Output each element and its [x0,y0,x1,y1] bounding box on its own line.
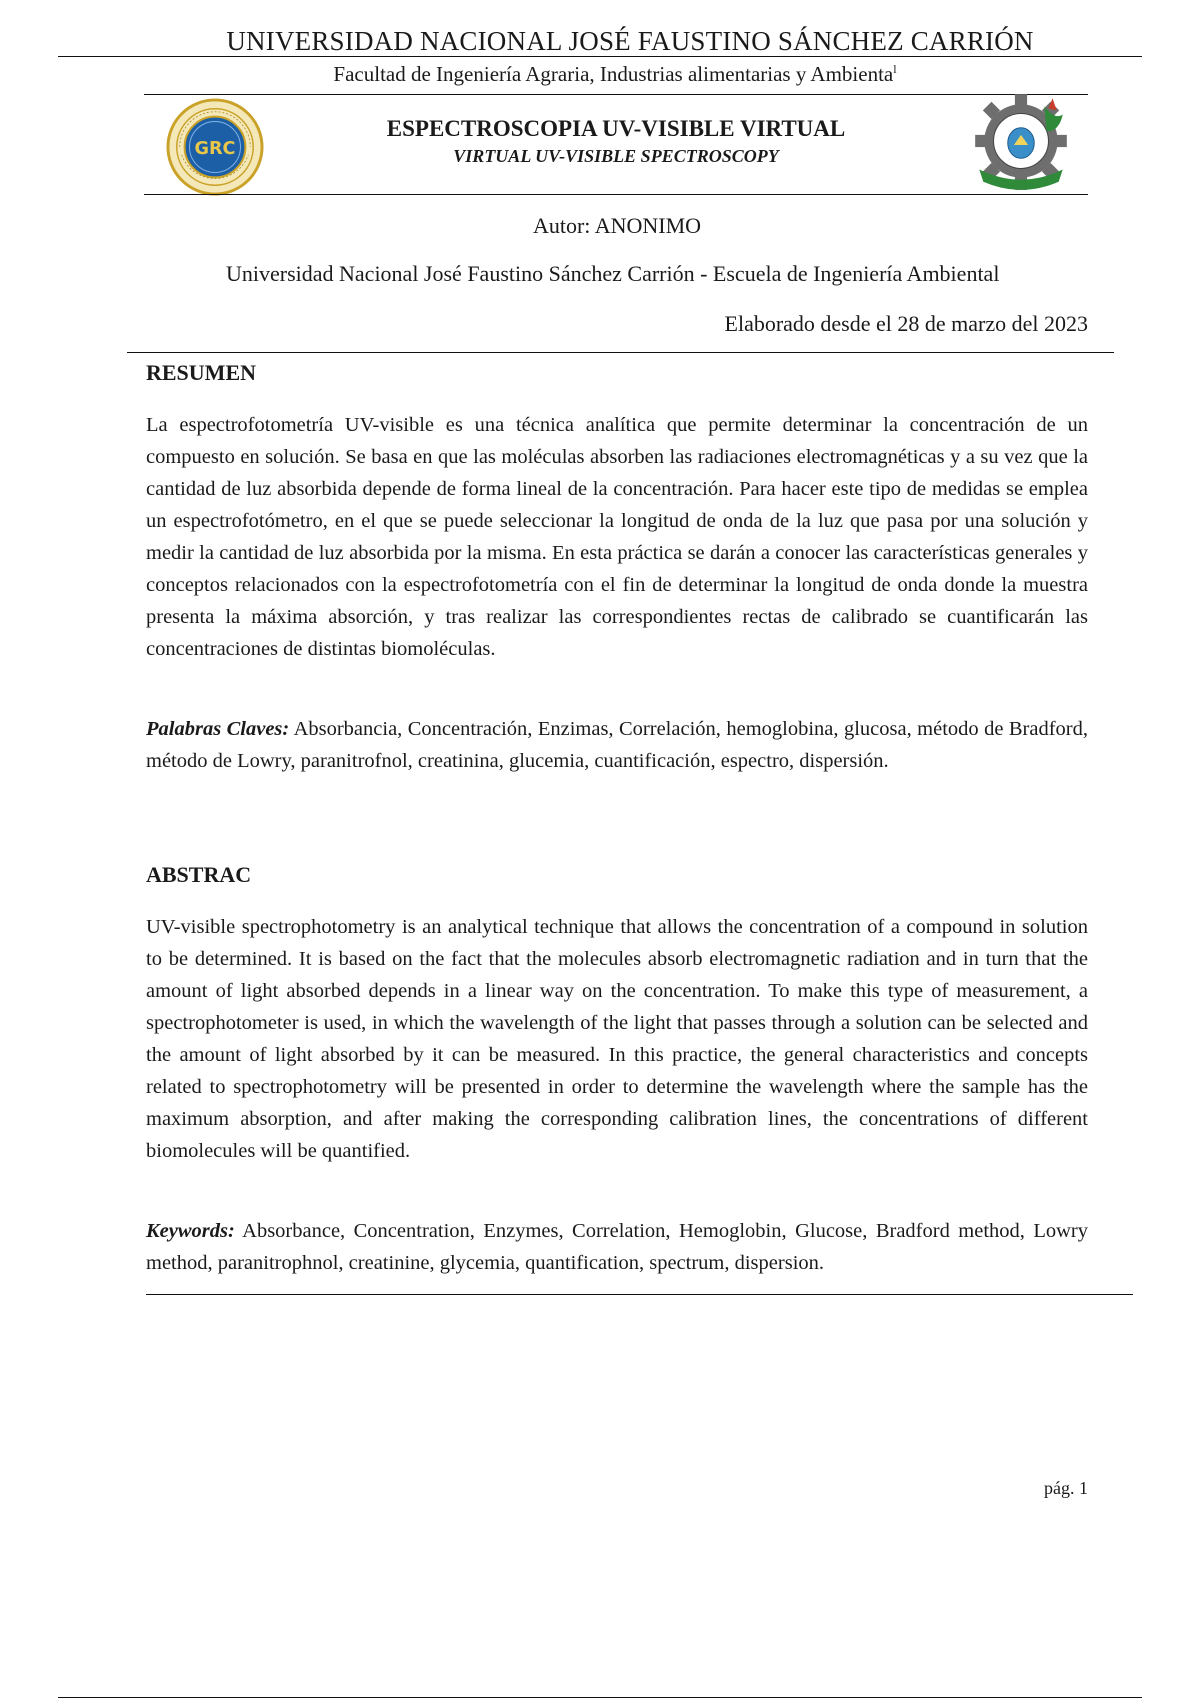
abstract-keywords-label: Keywords: [146,1220,235,1242]
document-subtitle: VIRTUAL UV-VISIBLE SPECTROSCOPY [453,146,779,166]
faculty-gear-logo [965,88,1077,196]
university-title: UNIVERSIDAD NACIONAL JOSÉ FAUSTINO SÁNCHEZ CARRIÓN [226,26,1034,56]
resumen-heading: RESUMEN [146,360,257,385]
resumen-keywords [146,713,1088,777]
resumen-body: La espectrofotometría UV-visible es una técnica analítica que permite determinar la concentración de un compuesto en solución. Se basa en que las moléculas absorben las radiaciones electromagnéticas y a su vez que la cantidad de luz absorbida depende de forma lineal de la concentración. Para hacer este tipo de medidas se emplea un espectrofotómetro, en el que se puede seleccionar la longitud de onda de la luz que pasa por una solución y medir la cantidad de luz absorbida por la misma. En esta práctica se darán a conocer las características generales y conceptos relacionados con la espectrofotometría con el fin de determinar la longitud de onda donde la muestra presenta la máxima absorción, y tras realizar las correspondientes rectas de calibrado se cuantificarán las concentraciones de distintas biomoléculas. [146,414,1088,660]
faculty-superscript: l [893,62,897,76]
header-top-rule [58,56,1142,57]
title-band-bottom-rule [144,194,1088,195]
page-number: pág. 1 [1044,1478,1088,1498]
footer-rule [58,1697,1142,1698]
affiliation-line: Universidad Nacional José Faustino Sánchez Carrión - Escuela de Ingeniería Ambiental [226,261,1000,286]
faculty-text: Facultad de Ingeniería Agraria, Industrias alimentarias y Ambienta [333,62,894,86]
date-line: Elaborado desde el 28 de marzo del 2023 [724,311,1088,336]
author-line: Autor: ANONIMO [532,213,702,238]
abstract-keywords-text: Absorbance, Concentration, Enzymes, Correlation, Hemoglobin, Glucose, Bradford method, Lowry method, paranitrophnol, creatinine, glycemia, quantification, spectrum, dispersion. [146,1220,1088,1274]
resumen-keywords-text: Absorbancia, Concentración, Enzimas, Correlación, hemoglobina, glucosa, método de Bradford, método de Lowry, paranitrofnol, creatinina, glucemia, cuantificación, espectro, dispersión. [146,718,1089,772]
abstract-keywords [146,1215,1088,1279]
abstract-bottom-rule [146,1294,1133,1295]
seal-monogram: GRC [194,138,236,159]
faculty-name [0,62,1200,87]
abstract-heading: ABSTRAC [146,862,252,887]
document-title: ESPECTROSCOPIA UV-VISIBLE VIRTUAL [386,116,846,141]
title-band [144,94,1088,194]
resumen-keywords-label: Palabras Claves: [146,718,290,740]
abstract-body: UV-visible spectrophotometry is an analytical technique that allows the concentration of a compound in solution to be determined. It is based on the fact that the molecules absorb electromagnetic radiation and in turn that the amount of light absorbed depends in a linear way on the concentration. To make this type of measurement, a spectrophotometer is used, in which the wavelength of the light that passes through a solution can be selected and the amount of light absorbed by it can be measured. In this practice, the general characteristics and concepts related to spectrophotometry will be presented in order to determine the wavelength where the sample has the maximum absorption, and after making the corresponding calibration lines, the concentrations of different biomolecules will be quantified. [146,916,1088,1162]
meta-bottom-rule [127,352,1114,353]
